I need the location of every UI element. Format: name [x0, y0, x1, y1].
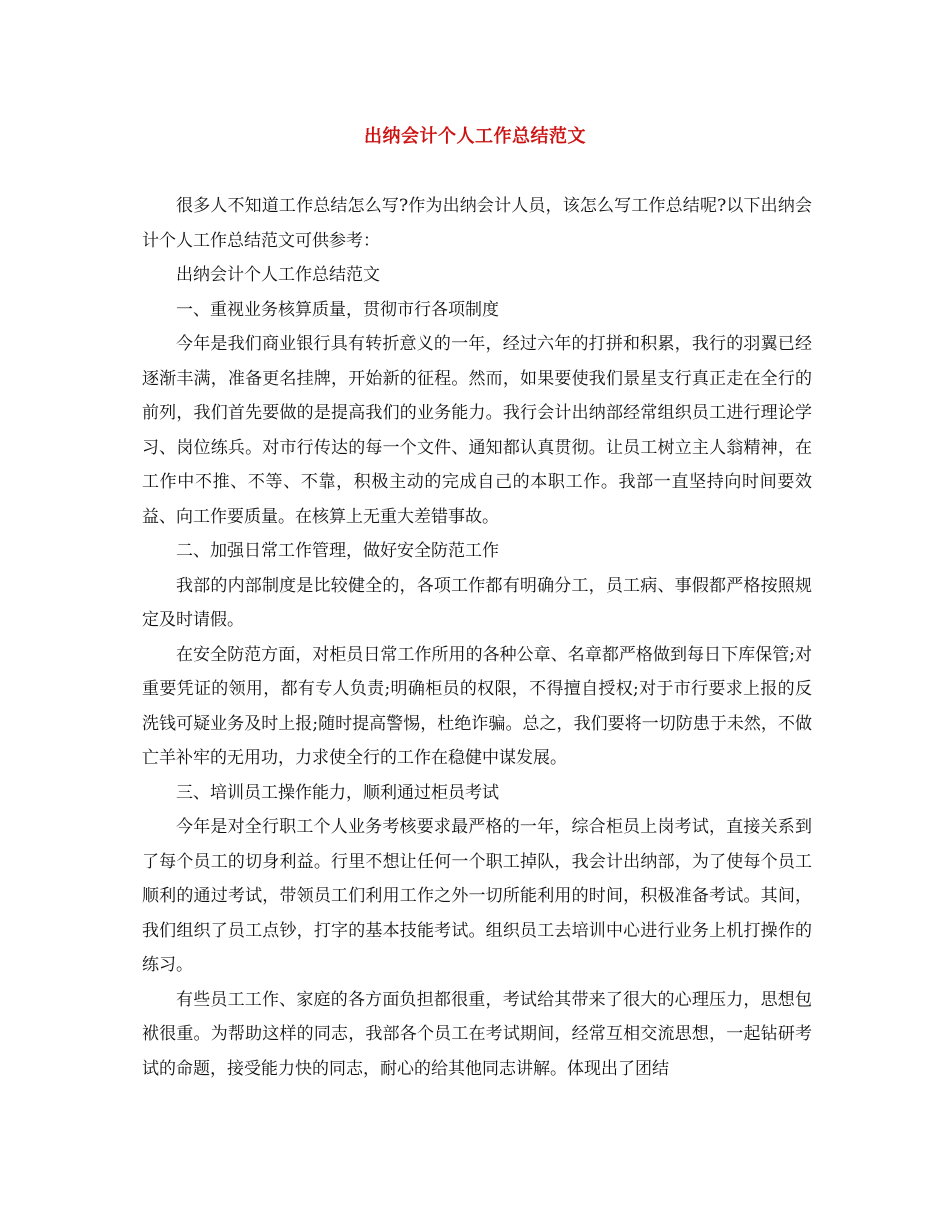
- section-heading-3: 三、培训员工操作能力，顺利通过柜员考试: [176, 782, 499, 803]
- paragraph: 我部的内部制度是比较健全的，各项工作都有明确分工，员工病、事假都严格按照规定及时请假。: [142, 575, 812, 630]
- section-heading-2: 二、加强日常工作管理，做好安全防范工作: [176, 541, 499, 561]
- paragraph-subtitle: 出纳会计个人工作总结范文: [176, 265, 380, 285]
- paragraph: 今年是我们商业银行具有转折意义的一年，经过六年的打拼和积累，我行的羽翼已经逐渐丰满，准备更名挂牌，开始新的征程。然而，如果要使我们景星支行真正走在全行的前列，我们首先要做的是提高我们的业务能力。我行会计出纳部经常组织员工进行理论学习、岗位练兵。对市行传达的每一个文件、通知都认真贯彻。让员工树立主人翁精神，在工作中不推、不等、不靠，积极主动的完成自己的本职工作。我部一直坚持向时间要效益、向工作要质量。在核算上无重大差错事故。: [142, 334, 812, 527]
- paragraph-intro: 很多人不知道工作总结怎么写?作为出纳会计人员，该怎么写工作总结呢?以下出纳会计个人工作总结范文可供参考：: [142, 196, 812, 251]
- paragraph: 今年是对全行职工个人业务考核要求最严格的一年，综合柜员上岗考试，直接关系到了每个员工的切身利益。行里不想让任何一个职工掉队，我会计出纳部，为了使每个员工顺利的通过考试，带领员工们利用工作之外一切所能利用的时间，积极准备考试。其间，我们组织了员工点钞，打字的基本技能考试。组织员工去培训中心进行业务上机打操作的练习。: [142, 817, 812, 975]
- paragraph: 有些员工工作、家庭的各方面负担都很重，考试给其带来了很大的心理压力，思想包袱很重。为帮助这样的同志，我部各个员工在考试期间，经常互相交流思想，一起钻研考试的命题，接受能力快的同志，耐心的给其他同志讲解。体现出了团结: [142, 989, 812, 1079]
- paragraph: 在安全防范方面，对柜员日常工作所用的各种公章、名章都严格做到每日下库保管;对重要凭证的领用，都有专人负责;明确柜员的权限，不得擅自授权;对于市行要求上报的反洗钱可疑业务及时上报;随时提高警惕，杜绝诈骗。总之，我们要将一切防患于未然，不做亡羊补牢的无用功，力求使全行的工作在稳健中谋发展。: [142, 644, 812, 768]
- section-heading-1: 一、重视业务核算质量，贯彻市行各项制度: [176, 299, 499, 320]
- document-title: 出纳会计个人工作总结范文: [364, 126, 586, 147]
- document-body: [142, 189, 812, 1086]
